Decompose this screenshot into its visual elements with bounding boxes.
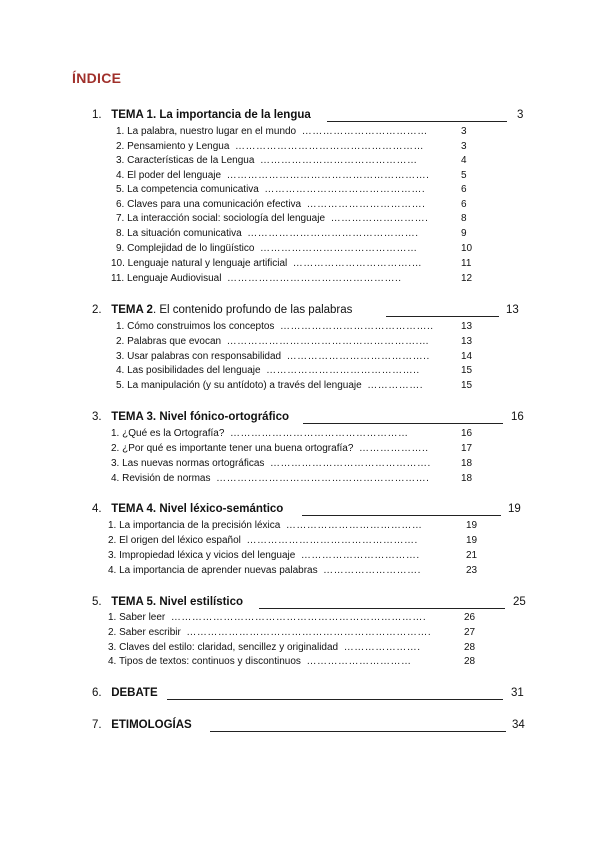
- toc-item[interactable]: [108, 520, 478, 531]
- section-title-rest: . El contenido profundo de las palabras: [152, 304, 353, 316]
- section-leader-line: [303, 423, 503, 424]
- toc-section-7[interactable]: [92, 720, 192, 732]
- item-title: 1. Cómo construimos los conceptos: [116, 321, 275, 332]
- leader-dots: ……………………….: [323, 565, 421, 576]
- leader-dots: ……………………………………….: [264, 184, 426, 195]
- section-leader-line: [210, 731, 506, 732]
- item-title: 3. Claves del estilo: claridad, sencillez y originalidad: [108, 642, 339, 653]
- leader-dots: ……………………………………..: [266, 365, 420, 376]
- item-title: 11. Lenguaje Audiovisual: [111, 273, 222, 284]
- section-number: 4.: [92, 503, 102, 515]
- item-page: 6: [461, 184, 467, 195]
- toc-item[interactable]: [108, 642, 476, 653]
- item-title: 2. Pensamiento y Lengua: [116, 141, 230, 152]
- leader-dots: ………………..: [358, 443, 429, 454]
- item-page: 23: [466, 565, 478, 576]
- toc-item[interactable]: [116, 199, 467, 210]
- section-number: 7.: [92, 719, 102, 731]
- item-title: 3. Características de la Lengua: [116, 155, 255, 166]
- leader-dots: …………………………………………..: [227, 273, 402, 284]
- section-number: 6.: [92, 687, 102, 699]
- leader-dots: ………………………………………….: [247, 228, 419, 239]
- leader-dots: ……………………………………….: [269, 458, 431, 469]
- leader-dots: ………………………………………: [259, 155, 418, 166]
- item-title: 4. Tipos de textos: continuos y discontinuos: [108, 656, 301, 667]
- section-title-bold: TEMA 3. Nivel fónico-ortográfico: [111, 411, 290, 423]
- item-page: 27: [464, 627, 476, 638]
- section-title-bold: TEMA 2: [111, 304, 153, 316]
- section-leader-line: [302, 515, 501, 516]
- item-page: 15: [461, 380, 473, 391]
- leader-dots: ……………………………………………….…: [226, 336, 430, 347]
- leader-dots: …………………………………..: [286, 351, 430, 362]
- item-page: 11: [461, 258, 472, 269]
- item-page: 5: [461, 170, 467, 181]
- section-number: 5.: [92, 596, 102, 608]
- section-page-number: 16: [511, 411, 524, 423]
- item-title: 2. Palabras que evocan: [116, 336, 222, 347]
- toc-item[interactable]: [108, 535, 478, 546]
- toc-item[interactable]: [116, 126, 467, 137]
- section-title-bold: TEMA 4. Nivel léxico-semántico: [111, 503, 284, 515]
- leader-dots: ………………………………………………….: [226, 170, 430, 181]
- leader-dots: ………………….: [343, 642, 421, 653]
- section-title-bold: TEMA 1: [111, 109, 153, 121]
- item-title: 5. La manipulación (y su antídoto) a través del lenguaje: [116, 380, 362, 391]
- item-title: 2. El origen del léxico español: [108, 535, 241, 546]
- item-title: 4. Revisión de normas: [111, 473, 211, 484]
- section-title-rest: . La importancia de la lengua: [152, 109, 311, 121]
- section-page-number: 3: [517, 109, 524, 121]
- toc-section-4[interactable]: [92, 504, 283, 516]
- item-page: 18: [461, 473, 473, 484]
- section-number: 2.: [92, 304, 102, 316]
- toc-item[interactable]: [116, 155, 467, 166]
- item-title: 8. La situación comunicativa: [116, 228, 242, 239]
- item-title: 6. Claves para una comunicación efectiva: [116, 199, 302, 210]
- item-page: 15: [461, 365, 473, 376]
- item-page: 13: [461, 336, 473, 347]
- item-page: 26: [464, 612, 476, 623]
- leader-dots: …………………………………: [285, 520, 423, 531]
- leader-dots: ……………………………………..: [279, 321, 434, 332]
- toc-item[interactable]: [116, 351, 473, 362]
- item-title: 10. Lenguaje natural y lenguaje artificial: [111, 258, 288, 269]
- section-title-bold: TEMA 5. Nivel estilístico: [111, 596, 244, 608]
- toc-section-5[interactable]: [92, 597, 243, 609]
- toc-section-6[interactable]: [92, 688, 158, 700]
- item-page: 13: [461, 321, 473, 332]
- item-page: 18: [461, 458, 473, 469]
- leader-dots: …………………………….: [300, 550, 420, 561]
- toc-item[interactable]: [116, 365, 473, 376]
- item-page: 19: [466, 520, 478, 531]
- item-page: 21: [466, 550, 478, 561]
- item-page: 8: [461, 213, 467, 224]
- toc-item[interactable]: [111, 428, 473, 439]
- toc-item[interactable]: [111, 458, 473, 469]
- toc-item[interactable]: [108, 565, 478, 576]
- item-title: 3. Las nuevas normas ortográficas: [111, 458, 265, 469]
- index-heading: ÍNDICE: [72, 70, 122, 86]
- section-title-bold: ETIMOLOGÍAS: [111, 719, 192, 731]
- toc-item[interactable]: [111, 273, 473, 284]
- leader-dots: ………………………………: [301, 126, 428, 137]
- item-title: 3. Usar palabras con responsabilidad: [116, 351, 282, 362]
- toc-item[interactable]: [116, 213, 467, 224]
- item-page: 17: [461, 443, 473, 454]
- toc-item[interactable]: [108, 612, 476, 623]
- item-page: 19: [466, 535, 478, 546]
- toc-item[interactable]: [108, 656, 476, 667]
- item-page: 4: [461, 155, 467, 166]
- section-number: 1.: [92, 109, 102, 121]
- toc-item[interactable]: [116, 321, 473, 332]
- section-number: 3.: [92, 411, 102, 423]
- toc-item[interactable]: [116, 184, 467, 195]
- item-page: 3: [461, 141, 467, 152]
- item-page: 12: [461, 273, 473, 284]
- leader-dots: ……………………………………………………………….: [170, 612, 427, 623]
- leader-dots: ………………………………………: [259, 243, 418, 254]
- item-page: 14: [461, 351, 473, 362]
- toc-item[interactable]: [116, 336, 473, 347]
- toc-item[interactable]: [116, 228, 467, 239]
- toc-item[interactable]: [111, 258, 472, 269]
- leader-dots: ………………………………………………: [234, 141, 424, 152]
- leader-dots: …………………………………………………….: [216, 473, 430, 484]
- item-title: 4. La importancia de aprender nuevas palabras: [108, 565, 318, 576]
- toc-item[interactable]: [116, 243, 473, 254]
- toc-item[interactable]: [111, 443, 473, 454]
- leader-dots: ……………………………………………: [229, 428, 409, 439]
- item-page: 9: [461, 228, 467, 239]
- item-title: 4. El poder del lenguaje: [116, 170, 222, 181]
- leader-dots: …………………………….: [306, 199, 426, 210]
- leader-dots: …………………………: [306, 656, 412, 667]
- leader-dots: …………………………………………………………….: [186, 627, 432, 638]
- item-title: 1. La importancia de la precisión léxica: [108, 520, 281, 531]
- section-page-number: 34: [512, 719, 525, 731]
- toc-item[interactable]: [116, 170, 467, 181]
- toc-item[interactable]: [116, 141, 467, 152]
- section-leader-line: [167, 699, 503, 700]
- leader-dots: …………………………….…: [292, 258, 423, 269]
- section-title-bold: DEBATE: [111, 687, 158, 699]
- toc-item[interactable]: [116, 380, 473, 391]
- section-leader-line: [259, 608, 505, 609]
- item-page: 10: [461, 243, 473, 254]
- toc-section-3[interactable]: [92, 412, 289, 424]
- item-page: 28: [464, 656, 476, 667]
- item-title: 9. Complejidad de lo lingüístico: [116, 243, 255, 254]
- section-leader-line: [386, 316, 499, 317]
- item-title: 1. Saber leer: [108, 612, 166, 623]
- toc-item[interactable]: [108, 627, 476, 638]
- item-title: 4. Las posibilidades del lenguaje: [116, 365, 261, 376]
- section-page-number: 31: [511, 687, 524, 699]
- item-title: 3. Impropiedad léxica y vicios del lenguaje: [108, 550, 296, 561]
- leader-dots: ……………………….: [330, 213, 429, 224]
- section-page-number: 19: [508, 503, 521, 515]
- item-title: 5. La competencia comunicativa: [116, 184, 259, 195]
- item-title: 2. ¿Por qué es importante tener una buena ortografía?: [111, 443, 354, 454]
- item-page: 16: [461, 428, 473, 439]
- toc-item[interactable]: [111, 473, 473, 484]
- toc-item[interactable]: [108, 550, 478, 561]
- section-page-number: 25: [513, 596, 526, 608]
- item-page: 28: [464, 642, 476, 653]
- item-title: 1. ¿Qué es la Ortografía?: [111, 428, 225, 439]
- leader-dots: …………….: [367, 380, 424, 391]
- item-title: 7. La interacción social: sociología del lenguaje: [116, 213, 326, 224]
- item-page: 6: [461, 199, 467, 210]
- section-leader-line: [327, 121, 507, 122]
- section-page-number: 13: [506, 304, 519, 316]
- leader-dots: ………………………………………….: [246, 535, 418, 546]
- toc-section-2[interactable]: [92, 305, 352, 317]
- item-title: 1. La palabra, nuestro lugar en el mundo: [116, 126, 297, 137]
- toc-section-1[interactable]: [92, 110, 311, 122]
- item-page: 3: [461, 126, 467, 137]
- item-title: 2. Saber escribir: [108, 627, 181, 638]
